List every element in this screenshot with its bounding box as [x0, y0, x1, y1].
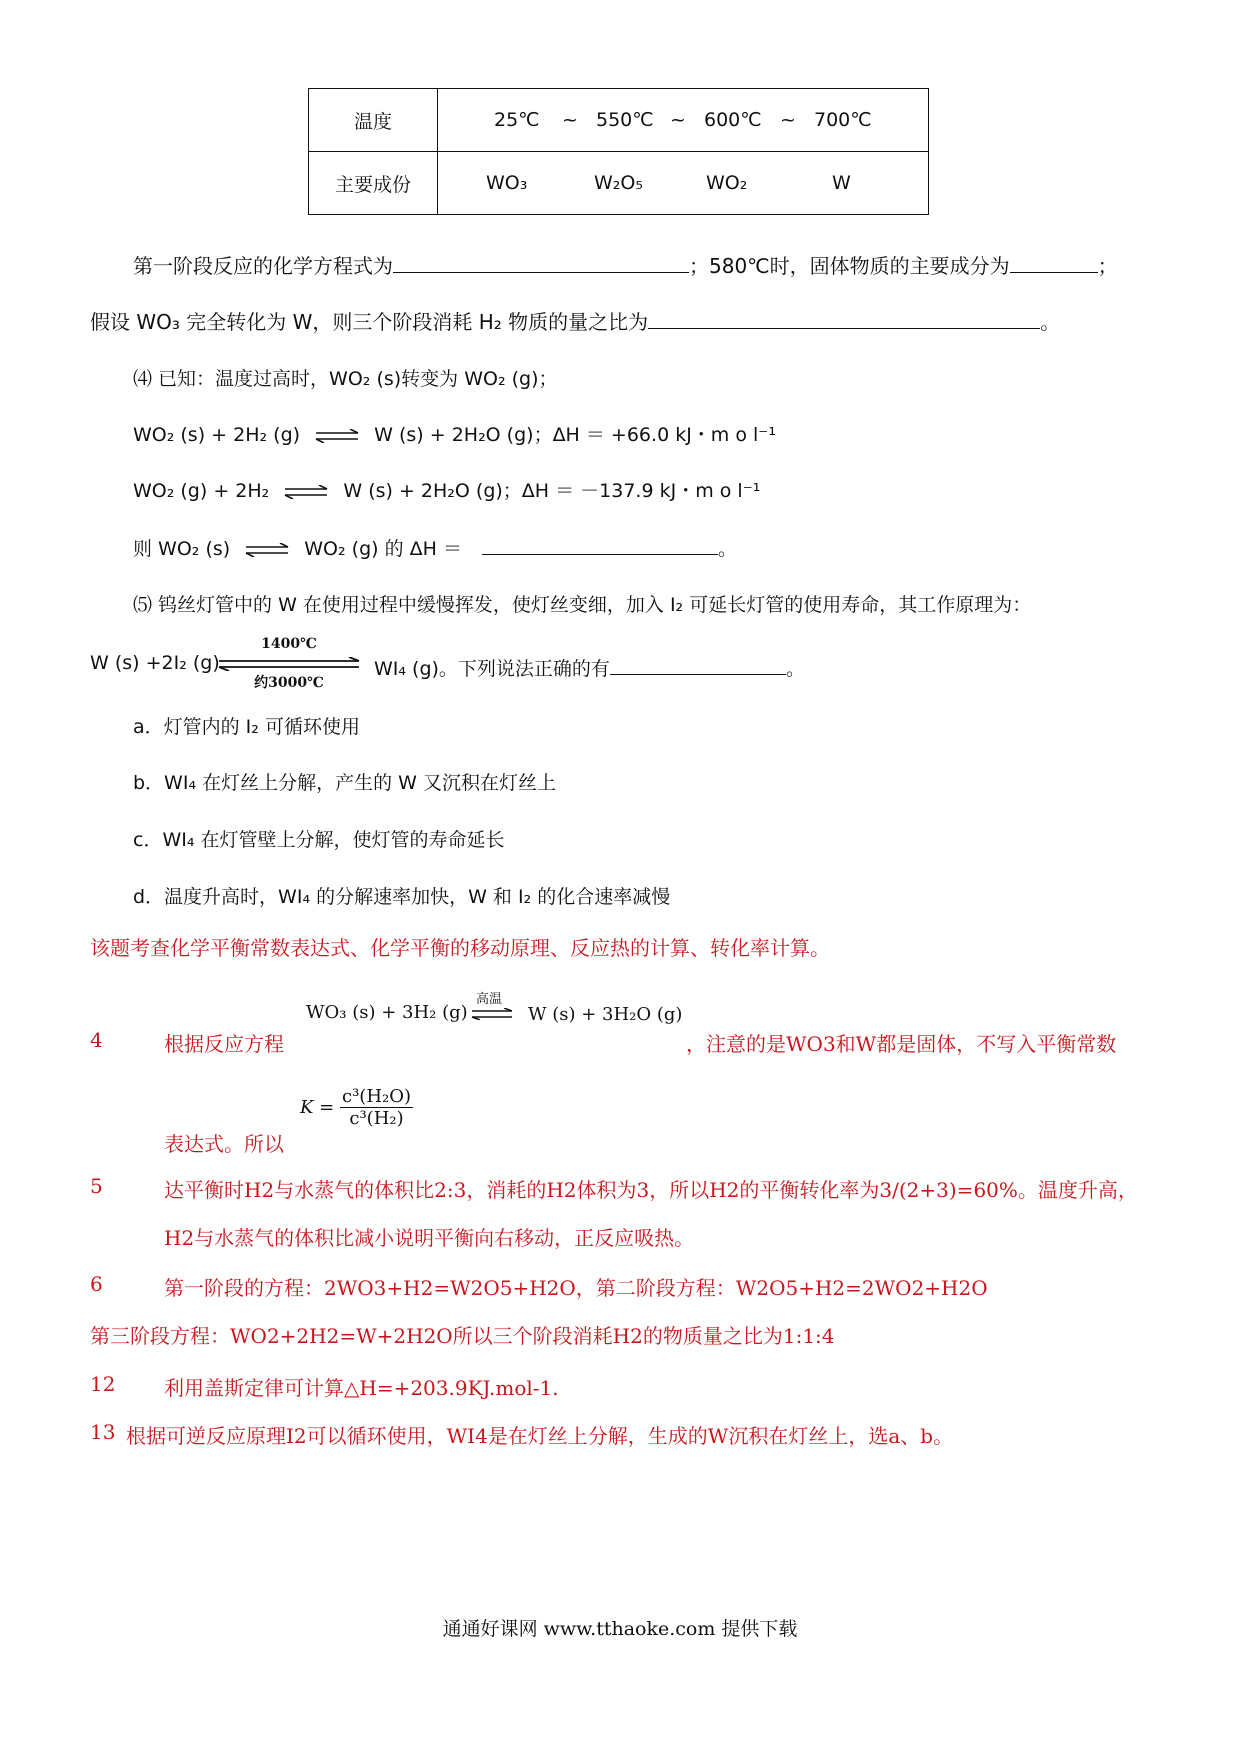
equilibrium-arrow-icon [283, 485, 329, 499]
answer-blank [648, 306, 1040, 329]
equilibrium-arrow-icon [217, 657, 361, 671]
answer-num-4: 4 [90, 1028, 103, 1052]
table-row [309, 152, 929, 215]
equilibrium-constant-formula [300, 1086, 413, 1129]
answer-num-6: 6 [90, 1272, 103, 1296]
answer-12-text: 利用盖斯定律可计算△H=+203.9KJ.mol-1. [164, 1376, 559, 1400]
temp-value: 550℃ [596, 109, 654, 131]
equation-right: W (s) + 2H₂O (g)；ΔH ＝ +66.0 kJ・m o l⁻¹ [374, 424, 776, 446]
q4-equation-1 [133, 420, 776, 447]
k-denominator: c³(H₂) [349, 1108, 404, 1129]
answer-4-line2: 表达式。所以 [164, 1132, 284, 1156]
equation-left: WO₃ (s) + 3H₂ (g) [306, 1002, 468, 1023]
q4-equation-2 [133, 476, 760, 503]
equation-left: 则 WO₂ (s) [133, 538, 231, 560]
q3-text: 。 [1040, 310, 1061, 334]
answer-6-line1: 第一阶段的方程：2WO3+H2=W2O5+H2O，第二阶段方程：W2O5+H2=2WO2+H2O [164, 1276, 988, 1300]
q5-intro: ⑸ 钨丝灯管中的 W 在使用过程中缓慢挥发，使灯丝变细，加入 I₂ 可延长灯管的使用寿命，其工作原理为： [133, 594, 1032, 616]
answer-13-text: 根据可逆反应原理I2可以循环使用，WI4是在灯丝上分解，生成的W沉积在灯丝上，选a、b。 [126, 1424, 954, 1448]
temp-value: 700℃ [814, 109, 872, 131]
temp-sep: ~ [780, 109, 796, 131]
equilibrium-arrow-icon [470, 1008, 514, 1020]
option-c: c．WI₄ 在灯管壁上分解，使灯管的寿命延长 [133, 829, 505, 851]
answer-num-12: 12 [90, 1372, 116, 1396]
option-b: b．WI₄ 在灯丝上分解，产生的 W 又沉积在灯丝上 [133, 772, 556, 794]
component-values [438, 152, 929, 215]
arrow-top-label: 高温 [476, 992, 503, 1007]
component-value: W₂O₅ [594, 172, 643, 194]
answer-blank [393, 250, 689, 273]
q5-eq-right [374, 652, 805, 681]
temp-value: 600℃ [704, 109, 762, 131]
q4-equation-3 [133, 532, 737, 561]
table-row [309, 89, 929, 152]
table-header-temperature: 温度 [309, 89, 438, 152]
temp-sep: ~ [670, 109, 686, 131]
answer-5-line1: 达平衡时H2与水蒸气的体积比2:3，消耗的H2体积为3，所以H2的平衡转化率为3/(2+3)=60%。温度升高， [164, 1178, 1138, 1202]
option-a: a．灯管内的 I₂ 可循环使用 [133, 716, 360, 738]
temp-value: 25℃ [494, 109, 540, 131]
equation-end: 。 [718, 538, 738, 560]
q3-line1 [133, 250, 1118, 279]
k-numerator: c³(H₂O) [342, 1086, 412, 1107]
equilibrium-arrow-icon [244, 543, 290, 557]
equation-right: WO₂ (g) 的 ΔH ＝ [304, 538, 462, 560]
component-value: W [832, 172, 851, 194]
equation-right: W (s) + 2H₂O (g)；ΔH ＝ －137.9 kJ・m o l⁻¹ [343, 480, 761, 502]
arrow-bottom-label: 约3000℃ [254, 675, 324, 691]
temp-sep: ~ [562, 109, 578, 131]
q3-text: ；580℃时，固体物质的主要成分为 [689, 254, 1010, 278]
equilibrium-arrow-icon [314, 429, 360, 443]
q5-eq-left: W (s) +2I₂ (g) [90, 652, 220, 674]
option-d: d．温度升高时，WI₄ 的分解速率加快，W 和 I₂ 的化合速率减慢 [133, 886, 671, 908]
answer-blank [610, 652, 786, 675]
component-value: WO₃ [486, 172, 528, 194]
equation-right: WI₄ (g)。下列说法正确的有 [374, 658, 610, 680]
equation-left: WO₂ (g) + 2H₂ [133, 480, 270, 502]
answer-num-13: 13 [90, 1420, 116, 1444]
answer-5-line2: H2与水蒸气的体积比减小说明平衡向右移动，正反应吸热。 [164, 1226, 695, 1250]
equation-end: 。 [785, 658, 805, 680]
answer-4-text: 根据反应方程 [164, 1032, 284, 1056]
answer-num-5: 5 [90, 1174, 103, 1198]
reaction-equation-image [306, 988, 682, 1040]
q3-line2 [90, 306, 1060, 335]
arrow-top-label: 1400℃ [261, 636, 317, 652]
page-footer: 通通好课网 www.tthaoke.com 提供下载 [442, 1618, 798, 1640]
q4-intro: ⑷ 已知：温度过高时，WO₂ (s)转变为 WO₂ (g)； [133, 368, 558, 390]
answer-blank [1010, 250, 1098, 273]
q3-text: 第一阶段反应的化学方程式为 [133, 254, 393, 278]
equation-left: WO₂ (s) + 2H₂ (g) [133, 424, 301, 446]
k-label: K = [300, 1097, 335, 1118]
table-header-components: 主要成份 [309, 152, 438, 215]
answer-6-line2: 第三阶段方程：WO2+2H2=W+2H2O所以三个阶段消耗H2的物质量之比为1:1:4 [90, 1324, 835, 1348]
q3-text: ； [1097, 254, 1118, 278]
answer-summary: 该题考查化学平衡常数表达式、化学平衡的移动原理、反应热的计算、转化率计算。 [90, 936, 830, 960]
q5-reversible-arrow [215, 636, 363, 690]
k-fraction [340, 1086, 413, 1129]
temperature-values [438, 89, 929, 152]
q3-text: 假设 WO₃ 完全转化为 W，则三个阶段消耗 H₂ 物质的量之比为 [90, 310, 649, 334]
answer-blank [482, 532, 718, 555]
component-value: WO₂ [706, 172, 748, 194]
temperature-table [308, 88, 929, 215]
equation-right: W (s) + 3H₂O (g) [528, 1004, 683, 1025]
answer-4-tail: ，注意的是WO3和W都是固体，不写入平衡常数 [686, 1032, 1117, 1056]
